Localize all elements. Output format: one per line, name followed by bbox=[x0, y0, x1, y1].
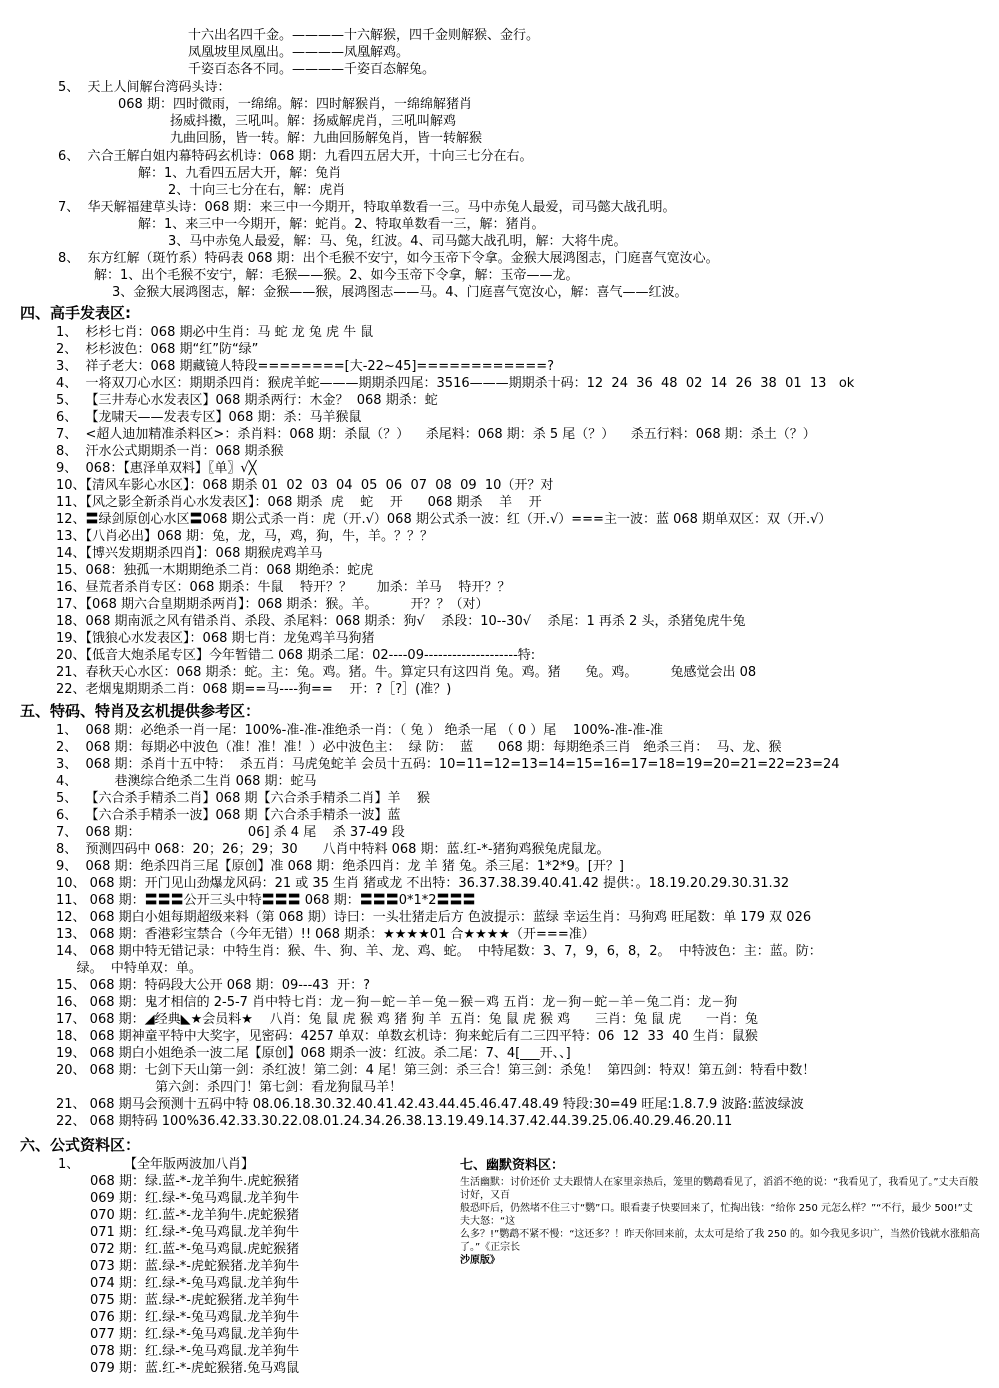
riddle-line: 十六出名四千金。————十六解猴，四千金则解猴、金行。 bbox=[188, 28, 540, 43]
section-heading: 五、特码、特肖及玄机提供参考区： bbox=[20, 702, 261, 720]
list-item: 14、【博兴发期期杀四肖】：068 期猴虎鸡羊马 bbox=[56, 546, 323, 561]
list-item: 第六剑：杀四门！第七剑：看龙狗鼠马羊！ bbox=[56, 1080, 403, 1095]
list-item: 9、 068：【惠泽单双料】〖单〗√╳ bbox=[56, 461, 257, 476]
list-item-number: 1、 bbox=[58, 1157, 80, 1172]
list-item: 15、068：独孤一木期期绝杀二肖：068 期绝杀：蛇虎 bbox=[56, 563, 374, 578]
list-item: 10、【清风车影心水区】：068 期杀 01 02 03 04 05 06 07 08 09 10（开？对 bbox=[56, 478, 554, 493]
list-item: 3、 068 期：杀肖十五中特： 杀五肖：马虎兔蛇羊 会员十五码：10=11=12=13=14=15=16=17=18=19=20=21=22=23=24 bbox=[56, 757, 840, 772]
list-item: 19、【饿狼心水发表区】：068 期七肖：龙兔鸡羊马狗猪 bbox=[56, 631, 375, 646]
table-row: 074 期：红.绿-*-兔马鸡鼠.龙羊狗牛 bbox=[90, 1276, 300, 1291]
list-item: 20、【低音大炮杀尾专区】今年暂错二 068 期杀二尾：02----09--------------------特: bbox=[56, 648, 536, 663]
list-item: 4、 巷澳综合绝杀二生肖 068 期：蛇马 bbox=[56, 774, 317, 789]
list-item: 16、 068 期：鬼才相信的 2-5-7 肖中特七肖：龙－狗－蛇－羊－兔－猴－鸡 五肖：龙－狗－蛇－羊－兔二肖：龙－狗 bbox=[56, 995, 738, 1010]
table-subtitle: 【全年版两波加八肖】 bbox=[124, 1157, 255, 1172]
source-credit: 沙原版》 bbox=[460, 1255, 500, 1266]
list-item: 13、 068 期：香港彩宝禁合（今年无错）!! 068 期杀：★★★★01 合★★★★（开===准） bbox=[56, 927, 595, 942]
list-item: 21、春秋天心水区：068 期杀：蛇。主：兔。鸡。猪。牛。算定只有这四肖 兔。鸡。猪 兔。鸡。 兔感觉会出 08 bbox=[56, 665, 757, 680]
list-item: 绿。 中特单双：单。 bbox=[56, 961, 202, 976]
list-item: 11、 068 期：〓〓〓公开三头中特〓〓〓 068 期：〓〓〓0*1*2〓〓〓 bbox=[56, 893, 476, 908]
table-row: 078 期：红.绿-*-兔马鸡鼠.龙羊狗牛 bbox=[90, 1344, 300, 1359]
list-item: 6、 【六合杀手精杀一波】068 期【六合杀手精杀一波】蓝 bbox=[56, 808, 401, 823]
table-row: 080 期：绿.红-*-龙羊狗牛.兔马鸡鼠 bbox=[90, 1377, 107, 1378]
humor-paragraph: 生活幽默：讨价还价 丈夫跟情人在家里亲热后，笼里的鹦鹉看见了，滔滔不绝的说：“我看见了，我看见了。”丈夫百般讨好，又百 bbox=[460, 1177, 979, 1201]
list-item: 3、 祥子老大：068 期藏镜人特段========[大-22~45]============? bbox=[56, 359, 555, 374]
list-item: 8、 预测四码中 068：20；26；29；30 八肖中特料 068 期：蓝.红-*-猪狗鸡猴兔虎鼠龙。 bbox=[56, 842, 610, 857]
list-item: 12、〓绿剑原创心水区〓068 期公式杀一肖：虎（开.√）068 期公式杀一波：红（开.√）===主一波：蓝 068 期单双区：双（开.√） bbox=[56, 512, 832, 527]
riddle-line: 凤凰坡里凤凰出。————凤凰解鸡。 bbox=[188, 45, 410, 60]
list-item-detail: 解：1、来三中一今期开，解：蛇肖。2、特取单数看一三，解：猪肖。 bbox=[138, 217, 545, 232]
list-item: 10、 068 期：开门见山劲爆龙风码：21 或 35 生肖 猪或龙 不出特：36.37.38.39.40.41.42 提供：。18.19.20.29.30.31.32 bbox=[56, 876, 790, 891]
table-row: 068 期：绿.蓝-*-龙羊狗牛.虎蛇猴猪 bbox=[90, 1174, 300, 1189]
list-item: 16、昼荒者杀肖专区：068 期杀：牛鼠 特开？？ 加杀：羊马 特开？？ bbox=[56, 580, 511, 595]
list-item-title: 8、 东方红解（斑竹系）特码表 068 期：出个毛猴不安宁，如今玉帝下令拿。金猴大展鸿图志，门庭喜气宽汝心。 bbox=[58, 251, 719, 266]
table-row: 077 期：红.绿-*-兔马鸡鼠.龙羊狗牛 bbox=[90, 1327, 300, 1342]
list-item-detail: 2、十向三七分在右，解：虎肖 bbox=[168, 183, 346, 198]
list-item: 18、068 期南派之风有错杀肖、杀段、杀尾料：068 期杀：狗√ 杀段：10--30√ 杀尾：1 再杀 2 头，杀猪兔虎牛兔 bbox=[56, 614, 746, 629]
list-item-title: 5、 天上人间解台湾码头诗： bbox=[58, 80, 231, 95]
list-item-detail: 扬威抖擞，三吼叫。解：扬威解虎肖，三吼叫解鸡 bbox=[170, 114, 457, 129]
table-row: 070 期：红.蓝-*-龙羊狗牛.虎蛇猴猪 bbox=[90, 1208, 300, 1223]
list-item: 22、老烟鬼期期杀二肖：068 期==马----狗== 开：?［?］(准？) bbox=[56, 682, 452, 697]
list-item: 21、 068 期马会预测十五码中特 08.06.18.30.32.40.41.42.43.44.45.46.47.48.49 特段:30=49 旺尾:1.8.7.9 波路:蓝波绿波 bbox=[56, 1097, 804, 1112]
list-item-detail: 068 期：四时微雨，一绵绵。解：四时解猴肖，一绵绵解猪肖 bbox=[118, 97, 472, 112]
list-item: 1、 杉杉七肖：068 期必中生肖：马 蛇 龙 兔 虎 牛 鼠 bbox=[56, 325, 374, 340]
list-item-title: 7、 华天解福建草头诗：068 期：来三中一今期开，特取单数看一三。马中赤兔人最爱，司马懿大战孔明。 bbox=[58, 200, 676, 215]
table-row: 072 期：红.蓝-*-兔马鸡鼠.虎蛇猴猪 bbox=[90, 1242, 300, 1257]
table-row: 075 期：蓝.绿-*-虎蛇猴猪.龙羊狗牛 bbox=[90, 1293, 300, 1308]
list-item: 13、【八肖必出】068 期：兔，龙，马，鸡，狗，牛，羊。？？？ bbox=[56, 529, 433, 544]
list-item: 14、 068 期中特无错记录：中特生肖：猴、牛、狗、羊、龙、鸡、蛇。 中特尾数：3、7，9，6，8，2。 中特波色：主：蓝。防： bbox=[56, 944, 822, 959]
list-item: 19、 068 期白小姐绝杀一波二尾【原创】068 期杀一波：红波。杀二尾：7、4[___开、、] bbox=[56, 1046, 571, 1061]
list-item: 4、 一将双刀心水区：期期杀四肖：猴虎羊蛇———期期杀四尾：3516———期期杀十码：12 24 36 48 02 14 26 38 01 13 ok bbox=[56, 376, 855, 391]
table-row: 071 期：红.绿-*-兔马鸡鼠.龙羊狗牛 bbox=[90, 1225, 300, 1240]
list-item: 8、 汗水公式期期杀一肖：068 期杀猴 bbox=[56, 444, 284, 459]
table-row: 073 期：蓝.绿-*-虎蛇猴猪.龙羊狗牛 bbox=[90, 1259, 300, 1274]
table-row: 076 期：红.绿-*-兔马鸡鼠.龙羊狗牛 bbox=[90, 1310, 300, 1325]
list-item: 12、 068 期白小姐每期超级来料（第 068 期）诗曰：一头壮猪走后方 色波提示：蓝绿 幸运生肖：马狗鸡 旺尾数：单 179 双 026 bbox=[56, 910, 812, 925]
list-item: 5、 【六合杀手精杀二肖】068 期【六合杀手精杀二肖】羊 猴 bbox=[56, 791, 431, 806]
list-item: 15、 068 期：特码段大公开 068 期：09---43 开：? bbox=[56, 978, 371, 993]
list-item: 7、 068 期： 06] 杀 4 尾 杀 37-49 段 bbox=[56, 825, 405, 840]
table-row: 079 期：蓝.红-*-虎蛇猴猪.兔马鸡鼠 bbox=[90, 1361, 300, 1376]
section-heading: 六、公式资料区： bbox=[20, 1136, 141, 1154]
list-item: 2、 杉杉波色：068 期“红”防“绿” bbox=[56, 342, 259, 357]
list-item-detail: 3、马中赤兔人最爱，解：马、兔，红波。4、司马懿大战孔明，解：大将牛虎。 bbox=[168, 234, 627, 249]
list-item: 18、 068 期神童平特中大奖字，见密码：4257 单双：单数玄机诗：狗来蛇后有二三四平特：06 12 33 40 生肖：鼠猴 bbox=[56, 1029, 758, 1044]
section-heading: 四、高手发表区: bbox=[20, 304, 131, 322]
list-item: 1、 068 期：必绝杀一肖一尾：100%-准-准-准绝杀一肖：（ 兔 ） 绝杀一尾 （ 0 ）尾 100%-准-准-准 bbox=[56, 723, 664, 738]
section-heading: 七、幽默资料区： bbox=[460, 1158, 565, 1173]
list-item-detail: 解：1、出个毛猴不安宁，解：毛猴——猴。2、如今玉帝下令拿，解：玉帝——龙。 bbox=[94, 268, 579, 283]
list-item-title: 6、 六合王解白姐内幕特码玄机诗：068 期：九看四五居大开，十向三七分在右。 bbox=[58, 149, 533, 164]
list-item-detail: 九曲回肠，皆一转。解：九曲回肠解兔肖，皆一转解猴 bbox=[170, 131, 483, 146]
humor-paragraph: 么多？!”鹦鹉不紧不慢：“这还多？！昨天你回来前，太太可是给了我 250 的。如今我见多识广，当然价钱就水涨船高了。”《正宗长 bbox=[460, 1229, 980, 1253]
list-item: 9、 068 期：绝杀四肖三尾【原创】准 068 期：绝杀四肖：龙 羊 猪 兔。杀三尾：1*2*9。[开？] bbox=[56, 859, 624, 874]
list-item: 11、【风之影全新杀肖心水发表区】：068 期杀 虎 蛇 开 068 期杀 羊 开 bbox=[56, 495, 542, 510]
table-row: 069 期：红.绿-*-兔马鸡鼠.龙羊狗牛 bbox=[90, 1191, 300, 1206]
list-item: 7、 <超人迪加精准杀料区>：杀肖料：068 期：杀鼠（？） 杀尾料：068 期：杀 5 尾（？） 杀五行料：068 期：杀土（？） bbox=[56, 427, 816, 442]
list-item: 17、【068 期六合皇期期杀两肖】：068 期杀：猴。羊。 开？？（对） bbox=[56, 597, 489, 612]
list-item: 6、 【龙啸天——发表专区】068 期：杀：马羊猴鼠 bbox=[56, 410, 362, 425]
list-item: 5、 【三井寿心水发表区】068 期杀两行：木金？ 068 期杀：蛇 bbox=[56, 393, 438, 408]
riddle-line: 千姿百态各不同。————千姿百态解兔。 bbox=[188, 62, 436, 77]
list-item: 17、 068 期：◢经典◣★会员料★ 八肖：兔 鼠 虎 猴 鸡 猪 狗 羊 五肖：兔 鼠 虎 猴 鸡 三肖：兔 鼠 虎 一肖：兔 bbox=[56, 1012, 759, 1027]
list-item: 22、 068 期特码 100%36.42.33.30.22.08.01.24.34.26.38.13.19.49.14.37.42.44.39.25.06.40.29.46.20.11 bbox=[56, 1114, 733, 1129]
list-item-detail: 3、金猴大展鸿图志，解：金猴——猴，展鸿图志——马。4、门庭喜气宽汝心，解：喜气——红波。 bbox=[112, 285, 688, 300]
humor-paragraph: 般恐吓后，仍然堵不住三寸“鹦”口。眼看妻子快要回来了，忙掏出钱：“给你 250 元怎么样？”“不行，最少 500!”丈夫大怒：“这 bbox=[460, 1203, 973, 1227]
list-item-detail: 解：1、九看四五居大开，解：兔肖 bbox=[138, 166, 342, 181]
list-item: 20、 068 期：七剑下天山第一剑：杀红波！第二剑：4 尾！第三剑：杀三合！第三剑：杀兔！ 第四剑：特双！第五剑：特看中数！ bbox=[56, 1063, 816, 1078]
list-item: 2、 068 期：每期必中波色（准！准！准！）必中波色主： 绿 防： 蓝 068 期：每期绝杀三肖 绝杀三肖： 马、龙、猴 bbox=[56, 740, 782, 755]
